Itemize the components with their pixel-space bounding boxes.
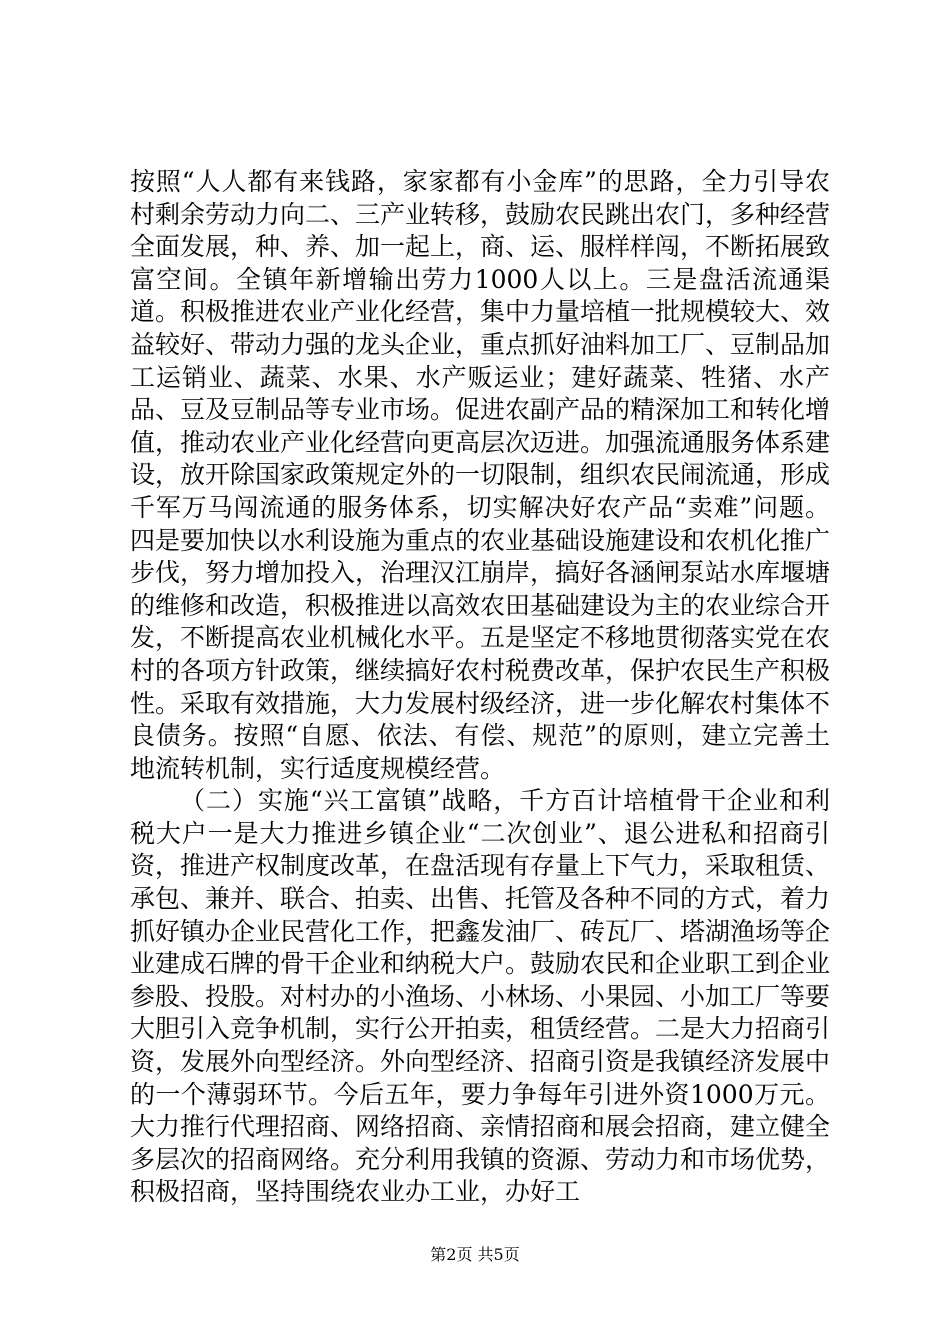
document-body: [130, 166, 830, 1209]
paragraph-2: （二）实施“兴工富镇”战略，千方百计培植骨干企业和利税大户一是大力推进乡镇企业“二次创业”、退公进私和招商引资，推进产权制度改革，在盘活现有存量上下气力，采取租赁、承包、兼并、联合、拍卖、出售、托管及各种不同的方式，着力抓好镇办企业民营化工作，把鑫发油厂、砖瓦厂、塔湖渔场等企业建成石牌的骨干企业和纳税大户。鼓励农民和企业职工到企业参股、投股。对村办的小渔场、小林场、小果园、小加工厂等要大胆引入竞争机制，实行公开拍卖，租赁经营。二是大力招商引资，发展外向型经济。外向型经济、招商引资是我镇经济发展中的一个薄弱环节。今后五年，要力争每年引进外资1000万元。大力推行代理招商、网络招商、亲情招商和展会招商，建立健全多层次的招商网络。充分利用我镇的资源、劳动力和市场优势，积极招商，坚持围绕农业办工业，办好工: [130, 786, 831, 1207]
paragraph-1: 按照“人人都有来钱路，家家都有小金库”的思路，全力引导农村剩余劳动力向二、三产业转移，鼓励农民跳出农门，多种经营全面发展，种、养、加一起上，商、运、服样样闯，不断拓展致富空间。全镇年新增输出劳力1000人以上。三是盘活流通渠道。积极推进农业产业化经营，集中力量培植一批规模较大、效益较好、带动力强的龙头企业，重点抓好油料加工厂、豆制品加工运销业、蔬菜、水果、水产贩运业；建好蔬菜、牲猪、水产品、豆及豆制品等专业市场。促进农副产品的精深加工和转化增值，推动农业产业化经营向更高层次迈进。加强流通服务体系建设，放开除国家政策规定外的一切限制，组织农民闹流通，形成千军万马闯流通的服务体系，切实解决好农产品“卖难”问题。四是要加快以水利设施为重点的农业基础设施建设和农机化推广步伐，努力增加投入，治理汉江崩岸，搞好各涵闸泵站水库堰塘的维修和改造，积极推进以高效农田基础建设为主的农业综合开发，不断提高农业机械化水平。五是坚定不移地贯彻落实党在农村的各项方针政策，继续搞好农村税费改革，保护农民生产积极性。采取有效措施，大力发展村级经济，进一步化解农村集体不良债务。按照“自愿、依法、有偿、规范”的原则，建立完善土地流转机制，实行适度规模经营。: [130, 167, 831, 783]
page-number-footer: 第2页 共5页: [430, 1245, 520, 1264]
